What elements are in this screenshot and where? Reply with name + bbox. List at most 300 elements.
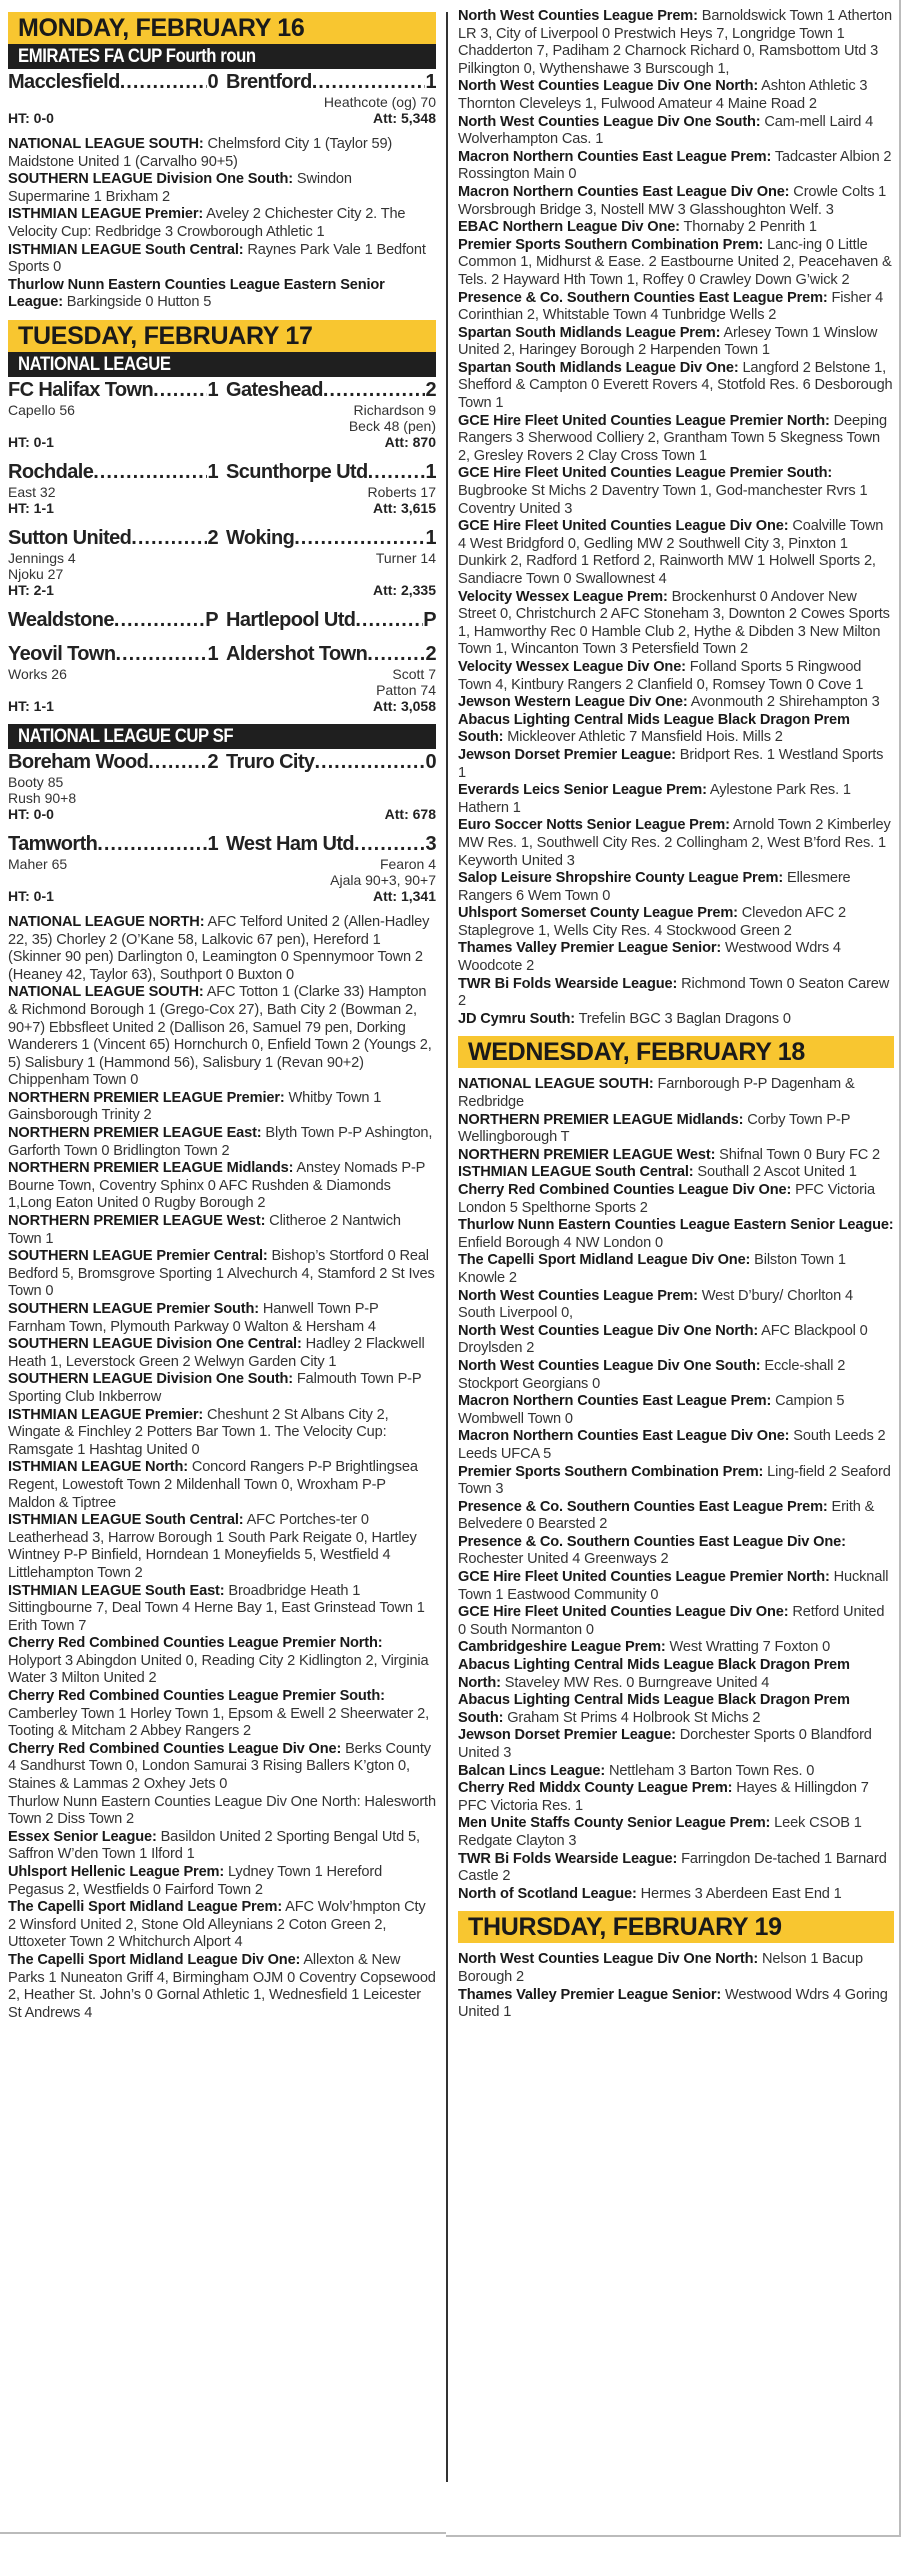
league-result: [458, 1499, 894, 1534]
result-text: Hucknall Town 1 Eastwood Community 0: [458, 1569, 889, 1603]
league-result: [8, 1213, 436, 1248]
result-text: Hermes 3 Aberdeen East End 1: [636, 1885, 842, 1902]
league-name: North West Counties League Div One South:: [458, 1357, 761, 1374]
league-name: Cherry Red Combined Counties League Div One:: [8, 1740, 342, 1757]
league-result: [458, 1076, 894, 1111]
home-score: P: [205, 608, 218, 631]
league-result: [8, 1371, 436, 1406]
league-name: GCE Hire Fleet United Counties League Div One:: [458, 1604, 789, 1621]
match-result: [8, 832, 436, 904]
score-line: [8, 750, 436, 774]
home-side: [8, 70, 226, 94]
league-result: [458, 114, 894, 149]
score-line: [8, 70, 436, 94]
scorers-row: [8, 774, 436, 806]
result-text: Shifnal Town 0 Bury FC 2: [715, 1146, 880, 1163]
away-side: [226, 642, 436, 666]
results-list: [458, 8, 894, 1028]
league-result: [458, 1393, 894, 1428]
away-team: Gateshead: [226, 378, 323, 401]
away-score: 1: [425, 71, 436, 93]
score-line: [8, 642, 436, 666]
home-side: [8, 832, 226, 856]
result-text: Cheshunt 2 St Albans City 2, Wingate & Finchley 2 Potters Bar Town 1. The Velocity Cup: Ramsgate 1 Hashtag United 0: [8, 1406, 389, 1458]
result-text: Lydney Town 1 Hereford Pegasus 2, Westfields 0 Fairford Town 2: [8, 1864, 383, 1898]
result-text: Whitby Town 1 Gainsborough Trinity 2: [8, 1089, 382, 1124]
half-time-score: HT: 1-1: [8, 697, 54, 714]
result-text: Clevedon AFC 2 Staplegrove 1, Wells City Res. 4 Stockwood Green 2: [458, 905, 846, 939]
home-side: [8, 378, 226, 402]
league-result: [458, 589, 894, 659]
home-score: 0: [207, 71, 218, 93]
home-score: 1: [207, 460, 218, 483]
result-text: Ling-field 2 Seaford Town 3: [458, 1463, 891, 1498]
scorers-row: [8, 856, 436, 888]
day-header-thursday: THURSDAY, FEBRUARY 19: [458, 1911, 894, 1943]
away-team: Truro City: [226, 750, 315, 773]
league-result: [458, 290, 894, 325]
league-result: [458, 413, 894, 466]
result-text: Richmond Town 0 Seaton Carew 2: [458, 975, 890, 1010]
attendance: Att: 3,615: [372, 499, 436, 516]
league-name: ISTHMIAN LEAGUE South Central:: [458, 1164, 694, 1181]
result-text: Bilston Town 1 Knowle 2: [458, 1252, 846, 1286]
day-header-monday: MONDAY, FEBRUARY 16: [8, 12, 436, 44]
leader-dots: [131, 526, 207, 550]
result-text: Brockenhurst 0 Andover New Street 0, Christchurch 2 AFC Stoneham 3, Downton 2 Cowes Sports 1, Hamworthy Rec 0 Hamble Club 2, Hythe & Dibden 3 New Milton Town 1, Wincanton Town 3 Petersfield Town 2: [458, 588, 890, 658]
result-text: Bridport Res. 1 Westland Sports 1: [458, 746, 884, 781]
league-name: EBAC Northern League Div One:: [458, 219, 680, 236]
day-header-tuesday: TUESDAY, FEBRUARY 17: [8, 320, 436, 352]
league-result: [458, 747, 894, 782]
result-text: Southall 2 Ascot United 1: [693, 1164, 857, 1181]
league-name: JD Cymru South:: [458, 1010, 575, 1027]
home-team: Boreham Wood: [8, 750, 149, 773]
league-result: [458, 1112, 894, 1147]
result-text: Campion 5 Wombwell Town 0: [458, 1393, 845, 1427]
result-text: Thurlow Nunn Eastern Counties League Div One North: Halesworth Town 2 Diss Town 2: [8, 1793, 436, 1828]
league-name: North West Counties League Div One North:: [458, 1951, 759, 1968]
results-list: [458, 1951, 894, 2021]
league-name: Thames Valley Premier League Senior:: [458, 940, 722, 957]
page-edge-rule: [899, 0, 901, 2535]
result-text: Mickleover Athletic 7 Mansfield Hois. Mills 2: [503, 729, 783, 746]
result-text: Berks County 4 Sandhurst Town 0, London Samurai 3 Rising Ballers K’gton 0, Staines & Lammas 2 Oxhey Jets 0: [8, 1740, 431, 1793]
league-result: [458, 712, 894, 747]
score-line: [8, 608, 436, 632]
results-list: [8, 914, 436, 2022]
result-text: Coalville Town 4 West Bridgford 0, Gedling MW 2 Southwell City 3, Pinxton 1 Dunkirk 2, Radford 1 Retford 2, Rainworth MW 1 Holwell Sports 2, Sandiacre Town 0 Swallownest 4: [458, 518, 884, 587]
away-scorers: [376, 550, 436, 582]
scorer: Richardson 9: [353, 401, 436, 418]
away-score: 0: [425, 750, 436, 773]
league-name: The Capelli Sport Midland League Prem:: [8, 1899, 283, 1916]
home-side: [8, 460, 226, 484]
league-result: [8, 136, 436, 171]
result-text: Cam-mell Laird 4 Wolverhampton Cas. 1: [458, 113, 874, 148]
result-text: AFC Blackpool 0 Droylsden 2: [458, 1322, 868, 1357]
league-result: [458, 694, 894, 712]
league-result: [458, 870, 894, 905]
scorer: Turner 14: [375, 549, 436, 566]
league-result: [458, 1428, 894, 1463]
league-result: [8, 1583, 436, 1636]
scorers-row: [8, 94, 436, 110]
league-result: [8, 171, 436, 206]
home-side: [8, 642, 226, 666]
half-time-score: HT: 0-1: [8, 887, 54, 904]
league-result: [458, 1011, 894, 1029]
away-score: P: [423, 608, 436, 631]
league-name: Jewson Western League Div One:: [458, 694, 688, 711]
result-text: Barnoldswick Town 1 Atherton LR 3, City of Liverpool 0 Prestwich Heys 7, Longridge Town 1 Chadderton 7, Padiham 2 Charnock Richard 0, Ramsbottom Utd 3 Pilkington 0, Wythenshawe 3 Burscough 1,: [458, 8, 892, 77]
league-name: Velocity Wessex League Div One:: [458, 658, 686, 675]
scorer: Scott 7: [392, 665, 436, 682]
league-name: ISTHMIAN LEAGUE South Central:: [8, 241, 244, 258]
away-side: [226, 70, 436, 94]
league-name: The Capelli Sport Midland League Div One:: [458, 1252, 751, 1269]
league-name: GCE Hire Fleet United Counties League Div One:: [458, 518, 789, 535]
halftime-attendance-row: [8, 698, 436, 714]
league-name: Thurlow Nunn Eastern Counties League Eastern Senior League:: [8, 276, 385, 311]
home-scorers: [8, 856, 67, 888]
league-name: The Capelli Sport Midland League Div One:: [8, 1951, 301, 1968]
league-name: Thurlow Nunn Eastern Counties League Eastern Senior League:: [458, 1217, 894, 1234]
league-name: Velocity Wessex League Prem:: [458, 588, 668, 605]
league-result: [458, 237, 894, 290]
result-text: Ashton Athletic 3 Thornton Cleveleys 1, Fulwood Amateur 4 Maine Road 2: [458, 78, 868, 112]
away-side: [226, 378, 436, 402]
leader-dots: [148, 750, 207, 774]
scorer: Rush 90+8: [8, 789, 77, 806]
result-text: Lanc-ing 0 Little Common 1, Midhurst & Ease. 2 Eastbourne United 2, Peacehaven & Tels. 2 Hayward Hth Town 1, Roffey 0 Crawley Down G’wick 2: [458, 236, 892, 288]
home-team: FC Halifax Town: [8, 378, 154, 401]
result-text: Avonmouth 2 Shirehampton 3: [687, 694, 880, 711]
result-text: Bugbrooke St Michs 2 Daventry Town 1, God-manchester Rvrs 1 Coventry United 3: [458, 483, 868, 517]
result-text: Rochester United 4 Greenways 2: [458, 1551, 669, 1568]
result-text: Erith & Belvedere 0 Bearsted 2: [458, 1498, 875, 1533]
scorer: Capello 56: [8, 401, 75, 418]
league-name: Salop Leisure Shropshire County League Prem:: [458, 870, 784, 887]
home-score: 2: [207, 526, 218, 549]
home-score: 2: [207, 750, 218, 773]
league-result: [458, 1886, 894, 1904]
match-result: [8, 460, 436, 516]
league-name: North West Counties League Div One North:: [458, 78, 759, 95]
half-time-score: HT: 0-0: [8, 805, 54, 822]
league-result: [8, 277, 436, 312]
league-name: Abacus Lighting Central Mids League Black Dragon Prem South:: [458, 711, 850, 746]
league-result: [458, 219, 894, 237]
result-text: Falmouth Town P-P Sporting Club Inkberrow: [8, 1371, 422, 1405]
result-text: AFC Wolv’hmpton Cty 2 Winsford United 2, Stone Old Alleynians 2 Coton Green 2, Uttoxeter Town 2 Whitchurch Alport 4: [8, 1899, 426, 1951]
home-team: Macclesfield: [8, 71, 120, 93]
match-list: [8, 750, 436, 904]
league-name: NORTHERN PREMIER LEAGUE East:: [8, 1125, 262, 1142]
leader-dots: [97, 832, 207, 856]
result-text: Aylestone Park Res. 1 Hathern 1: [458, 782, 851, 816]
halftime-attendance-row: [8, 500, 436, 516]
halftime-attendance-row: [8, 888, 436, 904]
left-column: [8, 0, 436, 2022]
home-side: [8, 750, 226, 774]
result-text: Thornaby 2 Penrith 1: [679, 219, 817, 236]
competition-title: NATIONAL LEAGUE: [18, 353, 171, 375]
half-time-score: HT: 0-0: [8, 110, 54, 126]
competition-header-fa-cup: [8, 44, 436, 69]
result-text: Barkingside 0 Hutton 5: [62, 294, 212, 311]
league-result: [8, 1864, 436, 1899]
league-name: ISTHMIAN LEAGUE North:: [8, 1459, 188, 1476]
result-text: West D’bury/ Chorlton 4 South Liverpool 0,: [458, 1287, 853, 1322]
result-text: Clitheroe 2 Nantwich Town 1: [8, 1213, 401, 1247]
home-score: 1: [207, 642, 218, 665]
league-name: North West Counties League Prem:: [458, 8, 698, 24]
leader-dots: [368, 460, 426, 484]
away-scorers: [368, 484, 436, 500]
result-text: Folland Sports 5 Ringwood Town 4, Kintbury Rangers 2 Clanfield 0, Romsey Town 0 Cove 1: [458, 658, 864, 693]
leader-dots: [314, 750, 425, 774]
result-text: Enfield Borough 4 NW London 0: [458, 1234, 663, 1251]
leader-dots: [354, 832, 425, 856]
result-text: Arnold Town 2 Kimberley MW Res. 1, Southwell City Res. 2 Collingham 2, West B’ford Res. 1 Keyworth United 3: [458, 817, 891, 869]
result-text: PFC Victoria London 5 Spelthorne Sports 2: [458, 1182, 875, 1216]
result-text: Fisher 4 Corinthian 2, Whitstable Town 4 Tunbridge Wells 2: [458, 289, 884, 324]
league-result: [8, 1336, 436, 1371]
league-result: [458, 817, 894, 870]
scorer: Ajala 90+3, 90+7: [330, 871, 436, 888]
league-result: [8, 1407, 436, 1460]
league-name: Uhlsport Hellenic League Prem:: [8, 1864, 225, 1880]
league-name: Jewson Dorset Premier League:: [458, 1727, 676, 1744]
match-list: [8, 70, 436, 126]
league-name: GCE Hire Fleet United Counties League Premier North:: [458, 1569, 830, 1586]
league-result: [8, 914, 436, 984]
league-result: [8, 1160, 436, 1213]
competition-title: EMIRATES FA CUP Fourth roun: [18, 46, 256, 67]
league-result: [458, 1851, 894, 1886]
bottom-rule: [0, 2532, 446, 2534]
leader-dots: [312, 70, 426, 94]
league-result: [458, 78, 894, 113]
result-text: Basildon United 2 Sporting Bengal Utd 5, Saffron W’den Town 1 Ilford 1: [8, 1828, 420, 1863]
result-text: Westwood Wdrs 4 Woodcote 2: [458, 940, 841, 975]
league-name: Abacus Lighting Central Mids League Black Dragon Prem North:: [458, 1657, 850, 1691]
league-name: Everards Leics Senior League Prem:: [458, 782, 707, 799]
league-result: [8, 1459, 436, 1512]
league-name: ISTHMIAN LEAGUE Premier:: [8, 1406, 204, 1423]
away-team: Hartlepool Utd: [226, 608, 356, 631]
scorer: Beck 48 (pen): [348, 417, 436, 434]
league-name: ISTHMIAN LEAGUE Premier:: [8, 206, 204, 223]
result-text: Allexton & New Parks 1 Nuneaton Griff 4, Birmingham OJM 0 Coventry Copsewood 2, Heather St. John’s 0 Gornal Athletic 1, Wednesfield 1 Leicester St Andrews 4: [8, 1951, 436, 2021]
league-name: NATIONAL LEAGUE SOUTH:: [8, 984, 204, 1001]
score-line: [8, 378, 436, 402]
away-side: [226, 526, 436, 550]
league-result: [458, 1252, 894, 1287]
result-text: Leek CSOB 1 Redgate Clayton 3: [458, 1815, 862, 1849]
league-name: Jewson Dorset Premier League:: [458, 746, 676, 763]
result-text: Farnborough P-P Dagenham & Redbridge: [458, 1076, 855, 1111]
league-name: Presence & Co. Southern Counties East League Div One:: [458, 1533, 846, 1550]
league-result: [8, 1090, 436, 1125]
home-scorers: [8, 774, 76, 806]
result-text: Nelson 1 Bacup Borough 2: [458, 1951, 863, 1985]
league-name: GCE Hire Fleet United Counties League Premier South:: [458, 465, 833, 482]
home-scorers: [8, 550, 76, 582]
league-result: [458, 465, 894, 518]
result-text: Blyth Town P-P Ashington, Garforth Town 0 Bridlington Town 2: [8, 1125, 433, 1159]
league-result: [8, 206, 436, 241]
competition-title: NATIONAL LEAGUE CUP SF: [18, 725, 234, 747]
league-result: [458, 1815, 894, 1850]
league-result: [458, 1464, 894, 1499]
column-divider: [446, 12, 448, 2482]
league-result: [458, 1727, 894, 1762]
attendance: Att: 5,348: [372, 110, 436, 126]
competition-header-league-cup: [8, 724, 436, 749]
scorers-row: [8, 402, 436, 434]
league-result: [458, 1604, 894, 1639]
league-name: North West Counties League Prem:: [458, 1287, 698, 1304]
competition-header-national-league: [8, 352, 436, 377]
league-name: Presence & Co. Southern Counties East League Prem:: [458, 1498, 828, 1515]
away-team: Woking: [226, 526, 295, 549]
league-result: [458, 1288, 894, 1323]
away-team: Scunthorpe Utd: [226, 460, 368, 483]
result-text: Chelmsford City 1 (Taylor 59) Maidstone United 1 (Carvalho 90+5): [8, 136, 393, 170]
league-result: [458, 1217, 894, 1252]
league-result: [458, 1951, 894, 1986]
match-result: [8, 642, 436, 714]
league-name: NORTHERN PREMIER LEAGUE Midlands:: [8, 1160, 294, 1177]
attendance: Att: 870: [384, 433, 436, 450]
league-result: [458, 1639, 894, 1657]
result-text: Hanwell Town P-P Farnham Town, Plymouth Parkway 0 Walton & Hersham 4: [8, 1301, 379, 1335]
result-text: Broadbridge Heath 1 Sittingbourne 7, Deal Town 4 Herne Bay 1, East Grinstead Town 1 Erith Town 7: [8, 1582, 425, 1634]
home-side: [8, 608, 226, 632]
league-name: Men Unite Staffs County Senior League Prem:: [458, 1815, 771, 1832]
league-result: [458, 659, 894, 694]
away-team: Brentford: [226, 71, 312, 93]
scorers-row: [8, 484, 436, 500]
league-result: [8, 1512, 436, 1582]
score-line: [8, 832, 436, 856]
away-scorers: [324, 94, 436, 110]
result-text: AFC Telford United 2 (Allen-Hadley 22, 35) Chorley 2 (O’Kane 58, Lalkovic 67 pen), Hereford 1 (Skinner 90 pen) Darlington 0, Leamington 0 Spennymoor Town 2 (Heaney 42, Taylor 63), Southport 0 Buxton 0: [8, 913, 430, 983]
result-text: Hayes & Hillingdon 7 PFC Victoria Res. 1: [458, 1780, 869, 1814]
scorers-row: [8, 550, 436, 582]
league-result: [458, 905, 894, 940]
league-name: NATIONAL LEAGUE SOUTH:: [458, 1076, 654, 1093]
league-name: SOUTHERN LEAGUE Division One South:: [8, 171, 294, 188]
home-team: Wealdstone: [8, 608, 114, 631]
half-time-score: HT: 2-1: [8, 581, 54, 598]
result-text: Camberley Town 1 Horley Town 1, Epsom & Ewell 2 Sheerwater 2, Tooting & Mitcham 2 Abbey Rangers 2: [8, 1705, 430, 1740]
attendance: Att: 2,335: [372, 581, 436, 598]
league-name: Cherry Red Combined Counties League Premier South:: [8, 1688, 385, 1705]
away-score: 3: [425, 832, 436, 855]
league-name: TWR Bi Folds Wearside League:: [458, 975, 678, 992]
home-scorers: [8, 402, 75, 434]
away-scorers: [330, 856, 436, 888]
league-name: North West Counties League Div One South:: [458, 113, 761, 130]
scorer: Roberts 17: [367, 483, 436, 500]
league-result: [8, 1125, 436, 1160]
league-result: [8, 1635, 436, 1688]
result-text: West Wratting 7 Foxton 0: [665, 1639, 831, 1656]
league-result: [8, 1688, 436, 1741]
league-result: [458, 184, 894, 219]
halftime-attendance-row: [8, 434, 436, 450]
result-text: Graham St Prims 4 Holbrook St Michs 2: [503, 1709, 761, 1726]
league-name: Essex Senior League:: [8, 1828, 157, 1845]
leader-dots: [116, 642, 208, 666]
scorer: Patton 74: [376, 681, 436, 698]
scorer: Maher 65: [8, 855, 68, 872]
match-list: [8, 378, 436, 714]
league-name: SOUTHERN LEAGUE Premier South:: [8, 1301, 259, 1317]
home-team: Sutton United: [8, 526, 132, 549]
league-name: Cherry Red Combined Counties League Div One:: [458, 1182, 792, 1198]
away-score: 2: [425, 642, 436, 665]
league-name: GCE Hire Fleet United Counties League Premier North:: [458, 412, 830, 429]
match-result: [8, 526, 436, 598]
result-text: Nettleham 3 Barton Town Res. 0: [605, 1762, 815, 1779]
league-name: Premier Sports Southern Combination Prem:: [458, 236, 764, 253]
league-name: Cherry Red Middx County League Prem:: [458, 1780, 733, 1797]
result-text: Corby Town P-P Wellingborough T: [458, 1111, 851, 1146]
away-scorers: [376, 666, 436, 698]
result-text: Farringdon De-tached 1 Barnard Castle 2: [458, 1850, 887, 1885]
league-name: Macron Northern Counties East League Div One:: [458, 1428, 790, 1445]
away-side: [226, 750, 436, 774]
leader-dots: [153, 378, 207, 402]
result-text: Hadley 2 Flackwell Heath 1, Leverstock Green 2 Welwyn Garden City 1: [8, 1336, 425, 1370]
league-result: [8, 984, 436, 1090]
league-name: Uhlsport Somerset County League Prem:: [458, 905, 738, 922]
league-name: Presence & Co. Southern Counties East League Prem:: [458, 289, 828, 306]
home-scorers: [8, 666, 67, 698]
league-name: SOUTHERN LEAGUE Division One South:: [8, 1371, 294, 1388]
away-team: West Ham Utd: [226, 832, 355, 855]
league-name: SOUTHERN LEAGUE Premier Central:: [8, 1248, 268, 1265]
league-result: [458, 149, 894, 184]
leader-dots: [114, 608, 205, 632]
league-result: [458, 1164, 894, 1182]
half-time-score: HT: 1-1: [8, 499, 54, 516]
away-score: 1: [425, 460, 436, 483]
league-result: [8, 1899, 436, 1952]
result-text: Concord Rangers P-P Brightlingsea Regent, Lowestoft Town 2 Mildenhall Town 0, Wroxham P-P Maldon & Tiptree: [8, 1459, 418, 1511]
home-score: 1: [207, 378, 218, 401]
league-result: [458, 325, 894, 360]
result-text: Crowle Colts 1 Worsbrough Bridge 3, Nostell MW 3 Glasshoughton Welf. 3: [458, 183, 887, 218]
league-name: Premier Sports Southern Combination Prem:: [458, 1463, 764, 1480]
league-name: ISTHMIAN LEAGUE South East:: [8, 1582, 225, 1599]
leader-dots: [323, 378, 426, 402]
scorer: East 32: [8, 483, 56, 500]
away-side: [226, 832, 436, 856]
result-text: Anstey Nomads P-P Bourne Town, Coventry Sphinx 0 AFC Rushden & Diamonds 1,Long Eaton United 0 Rugby Borough 2: [8, 1160, 426, 1212]
league-name: NATIONAL LEAGUE SOUTH:: [8, 136, 204, 152]
league-name: SOUTHERN LEAGUE Division One Central:: [8, 1336, 302, 1353]
league-name: Macron Northern Counties East League Prem:: [458, 1393, 772, 1410]
score-line: [8, 526, 436, 550]
day-header-wednesday: WEDNESDAY, FEBRUARY 18: [458, 1036, 894, 1068]
result-text: Raynes Park Vale 1 Bedfont Sports 0: [8, 241, 426, 276]
home-team: Rochdale: [8, 460, 94, 483]
